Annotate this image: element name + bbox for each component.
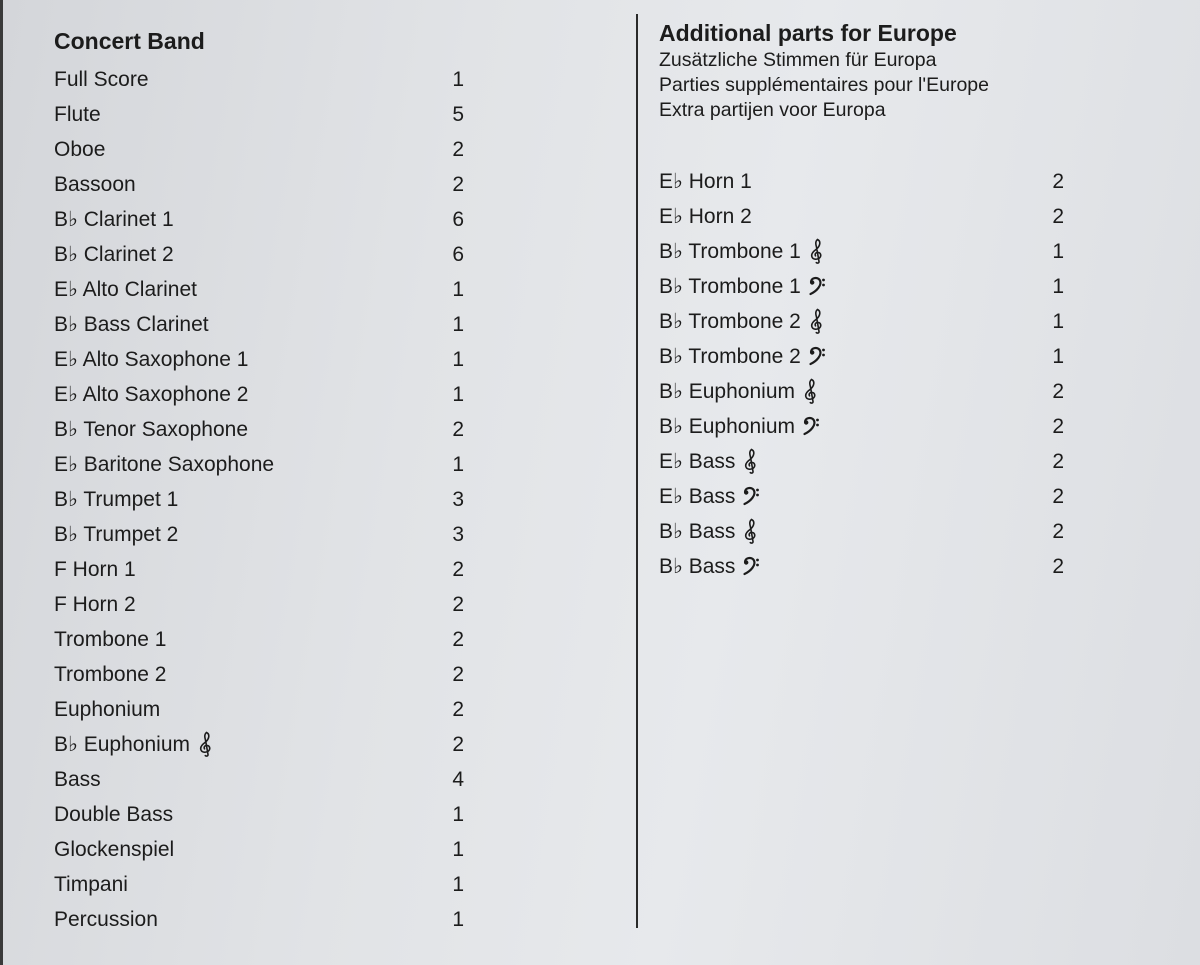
part-row <box>659 444 1079 479</box>
bass-clef-icon <box>808 343 826 369</box>
part-count: 2 <box>452 627 464 651</box>
part-count: 4 <box>452 767 464 791</box>
part-count: 1 <box>452 837 464 861</box>
part-row <box>54 762 494 797</box>
part-count: 2 <box>1052 169 1064 193</box>
part-row <box>54 62 494 97</box>
part-name: Percussion <box>54 907 158 931</box>
part-name: B♭ Bass <box>659 555 736 578</box>
part-row <box>54 552 494 587</box>
part-count: 1 <box>452 382 464 406</box>
part-count: 3 <box>452 522 464 546</box>
europe-subheading-german: Zusätzliche Stimmen für Europa <box>659 49 937 71</box>
part-row <box>659 339 1079 374</box>
treble-clef-icon <box>802 378 820 404</box>
part-row <box>659 199 1079 234</box>
treble-clef-icon <box>197 731 215 757</box>
part-row <box>659 374 1079 409</box>
treble-clef-icon <box>742 448 760 474</box>
part-count: 3 <box>452 487 464 511</box>
part-count: 1 <box>452 67 464 91</box>
part-count: 2 <box>452 417 464 441</box>
bass-clef-icon <box>808 273 826 299</box>
part-row <box>659 304 1079 339</box>
europe-subheadings <box>659 48 1079 123</box>
part-name: B♭ Trombone 1 <box>659 240 801 263</box>
treble-clef-icon <box>742 518 760 544</box>
part-name: B♭ Euphonium <box>659 415 795 438</box>
part-row <box>54 902 494 937</box>
treble-clef-icon <box>808 238 826 264</box>
part-name: Full Score <box>54 67 149 91</box>
part-count: 1 <box>452 907 464 931</box>
part-count: 2 <box>452 172 464 196</box>
part-count: 2 <box>452 697 464 721</box>
part-row <box>54 342 494 377</box>
part-count: 1 <box>1052 239 1064 263</box>
part-name: B♭ Trumpet 1 <box>54 488 179 511</box>
part-count: 1 <box>1052 274 1064 298</box>
part-count: 2 <box>452 137 464 161</box>
part-name: Trombone 2 <box>54 662 167 686</box>
part-name: Euphonium <box>54 697 161 721</box>
part-row <box>54 797 494 832</box>
part-row <box>659 234 1079 269</box>
part-row <box>54 377 494 412</box>
part-name: F Horn 2 <box>54 592 136 616</box>
part-row <box>54 587 494 622</box>
part-name: B♭ Clarinet 2 <box>54 243 174 266</box>
part-row <box>54 132 494 167</box>
part-count: 2 <box>1052 449 1064 473</box>
part-name: E♭ Bass <box>659 485 736 508</box>
part-row <box>54 832 494 867</box>
part-name: B♭ Clarinet 1 <box>54 208 174 231</box>
part-name: B♭ Bass Clarinet <box>54 313 209 336</box>
part-name: E♭ Baritone Saxophone <box>54 453 275 476</box>
part-name: Bassoon <box>54 172 136 196</box>
europe-column <box>659 20 1079 584</box>
part-row <box>54 517 494 552</box>
part-count: 2 <box>452 732 464 756</box>
part-count: 1 <box>452 312 464 336</box>
concert-band-column <box>54 26 494 937</box>
treble-clef-icon <box>808 308 826 334</box>
concert-band-parts-list <box>54 62 494 937</box>
part-row <box>54 202 494 237</box>
part-row <box>54 272 494 307</box>
part-name: B♭ Tenor Saxophone <box>54 418 248 441</box>
part-row <box>659 514 1079 549</box>
bass-clef-icon <box>742 483 760 509</box>
bass-clef-icon <box>802 413 820 439</box>
part-name: E♭ Alto Saxophone 1 <box>54 348 249 371</box>
part-name: Bass <box>54 767 101 791</box>
part-count: 6 <box>452 207 464 231</box>
part-count: 2 <box>1052 554 1064 578</box>
part-row <box>659 164 1079 199</box>
part-name: Double Bass <box>54 802 174 826</box>
part-name: B♭ Euphonium <box>659 380 795 403</box>
part-count: 1 <box>452 277 464 301</box>
part-row <box>659 479 1079 514</box>
part-name: B♭ Trombone 2 <box>659 345 801 368</box>
part-name: Glockenspiel <box>54 837 175 861</box>
part-name: Timpani <box>54 872 128 896</box>
europe-parts-list <box>659 164 1079 584</box>
part-name: E♭ Alto Clarinet <box>54 278 197 301</box>
part-count: 1 <box>1052 309 1064 333</box>
part-count: 1 <box>1052 344 1064 368</box>
part-name: F Horn 1 <box>54 557 136 581</box>
part-row <box>54 727 494 762</box>
part-name: E♭ Horn 1 <box>659 170 752 193</box>
part-row <box>659 549 1079 584</box>
part-row <box>54 622 494 657</box>
column-divider <box>636 14 638 928</box>
europe-subheading-dutch: Extra partijen voor Europa <box>659 99 886 121</box>
part-count: 2 <box>1052 414 1064 438</box>
part-row <box>54 692 494 727</box>
part-row <box>659 269 1079 304</box>
part-name: B♭ Trombone 1 <box>659 275 801 298</box>
bass-clef-icon <box>742 553 760 579</box>
part-count: 1 <box>452 452 464 476</box>
part-row <box>54 482 494 517</box>
part-name: B♭ Trumpet 2 <box>54 523 179 546</box>
part-name: Oboe <box>54 137 106 161</box>
part-name: B♭ Bass <box>659 520 736 543</box>
part-row <box>54 412 494 447</box>
part-name: E♭ Horn 2 <box>659 205 752 228</box>
part-count: 2 <box>1052 484 1064 508</box>
part-count: 2 <box>1052 379 1064 403</box>
page-edge <box>0 0 3 965</box>
part-count: 2 <box>452 662 464 686</box>
part-count: 1 <box>452 347 464 371</box>
part-name: B♭ Trombone 2 <box>659 310 801 333</box>
part-row <box>54 867 494 902</box>
part-row <box>54 447 494 482</box>
part-row <box>659 409 1079 444</box>
part-row <box>54 657 494 692</box>
part-name: Flute <box>54 102 101 126</box>
part-name: E♭ Alto Saxophone 2 <box>54 383 249 406</box>
part-name: E♭ Bass <box>659 450 736 473</box>
part-name: B♭ Euphonium <box>54 733 190 756</box>
part-name: Trombone 1 <box>54 627 167 651</box>
part-count: 5 <box>452 102 464 126</box>
part-row <box>54 167 494 202</box>
part-count: 1 <box>452 802 464 826</box>
concert-band-heading: Concert Band <box>54 28 205 54</box>
europe-subheading-french: Parties supplémentaires pour l'Europe <box>659 74 989 96</box>
part-count: 2 <box>452 557 464 581</box>
part-count: 1 <box>452 872 464 896</box>
part-count: 2 <box>452 592 464 616</box>
part-count: 6 <box>452 242 464 266</box>
part-row <box>54 307 494 342</box>
part-row <box>54 97 494 132</box>
part-count: 2 <box>1052 204 1064 228</box>
part-count: 2 <box>1052 519 1064 543</box>
europe-heading: Additional parts for Europe <box>659 20 957 46</box>
part-row <box>54 237 494 272</box>
